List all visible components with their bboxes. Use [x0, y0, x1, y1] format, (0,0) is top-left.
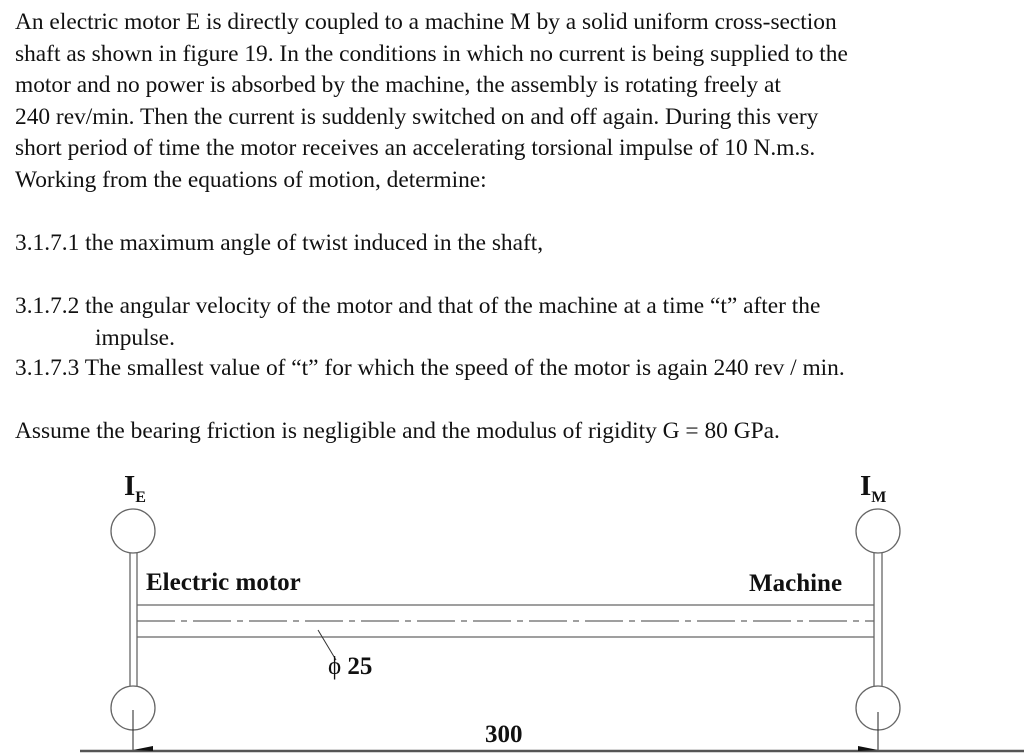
- intro-line: motor and no power is absorbed by the machine, the assembly is rotating freely at: [15, 72, 781, 99]
- question-line: 3.1.7.2 the angular velocity of the motor and that of the machine at a time “t” after the: [15, 293, 821, 319]
- motor-inertia-disc: [111, 509, 155, 553]
- intro-line: shaft as shown in figure 19. In the conditions in which no current is being supplied to the: [15, 40, 848, 67]
- diameter-label: ϕ 25: [328, 653, 373, 680]
- question-line: impulse.: [95, 324, 175, 351]
- assumption-text: Assume the bearing friction is negligible and the modulus of rigidity G = 80 GPa.: [15, 418, 780, 444]
- machine-inertia-label: $I_M$: [860, 470, 887, 506]
- intro-line: Working from the equations of motion, determine:: [15, 166, 487, 193]
- question-line: 3.1.7.3 The smallest value of “t” for which the speed of the motor is again 240 rev / min.: [15, 355, 845, 381]
- intro-line: An electric motor E is directly coupled to a machine M by a solid uniform cross-section: [15, 9, 837, 35]
- motor-inertia-label: $I_E$: [124, 470, 146, 506]
- question-line: 3.1.7.1 the maximum angle of twist induced in the shaft,: [15, 230, 544, 256]
- intro-line: 240 rev/min. Then the current is suddenly switched on and off again. During this very: [15, 103, 819, 130]
- intro-line: short period of time the motor receives an accelerating torsional impulse of 10 N.m.s.: [15, 135, 816, 162]
- motor-label: Electric motor: [146, 569, 301, 596]
- machine-label: Machine: [749, 570, 843, 597]
- length-label: 300: [485, 721, 523, 748]
- machine-inertia-disc: [856, 509, 900, 553]
